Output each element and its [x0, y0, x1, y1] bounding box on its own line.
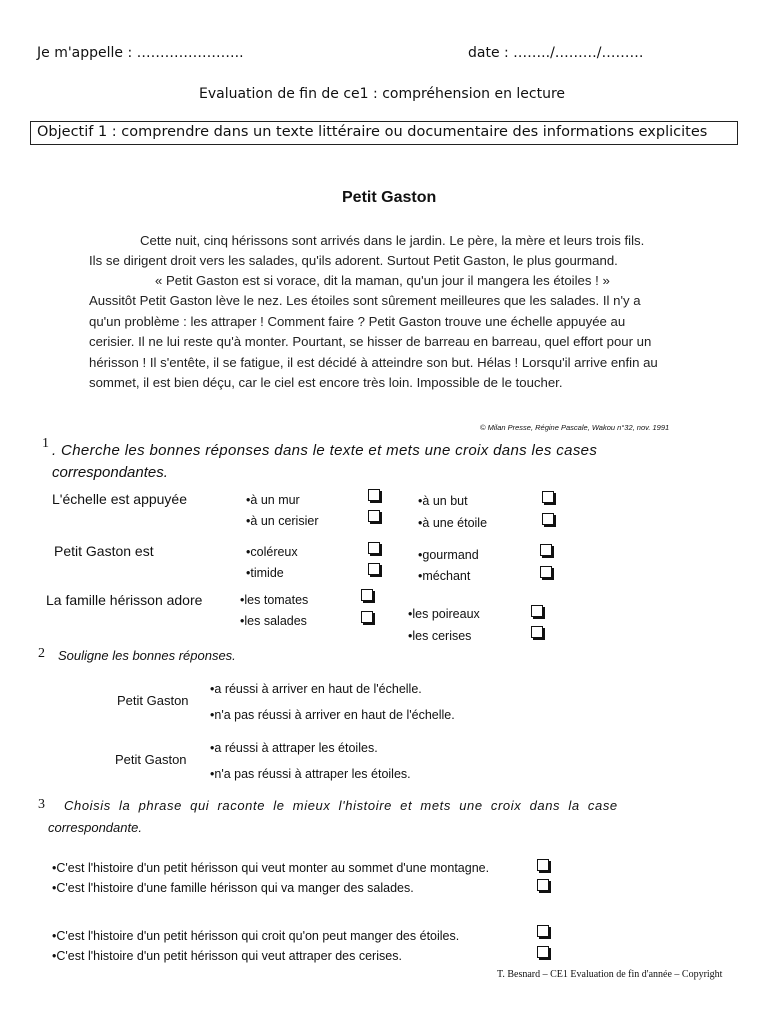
q1-option: • à un cerisier [246, 514, 318, 528]
checkbox[interactable] [368, 563, 380, 575]
q3-option: • C'est l'histoire d'une famille hérisson qui va manger des salades. [52, 881, 414, 895]
story-line: hérisson ! Il s'entête, il se fatigue, il est décidé à atteindre son but. Hélas ! Lorsqu'il arrive enfin au [89, 355, 658, 370]
question-1-number: 1 [42, 436, 49, 451]
q2-option[interactable]: • n'a pas réussi à attraper les étoiles. [210, 767, 411, 781]
checkbox[interactable] [368, 510, 380, 522]
footer-copyright: T. Besnard – CE1 Evaluation de fin d'année – Copyright [497, 969, 723, 980]
q1-option: • à une étoile [418, 516, 487, 530]
story-line: Aussitôt Petit Gaston lève le nez. Les étoiles sont sûrement meilleures que les salades. Il n'y a [89, 293, 641, 308]
q3-option: • C'est l'histoire d'un petit hérisson qui veut monter au sommet d'une montagne. [52, 861, 489, 875]
checkbox[interactable] [537, 946, 549, 958]
q3-option: • C'est l'histoire d'un petit hérisson qui croit qu'on peut manger des étoiles. [52, 929, 459, 943]
q1-option: • coléreux [246, 545, 298, 559]
question-2-text: Souligne les bonnes réponses. [58, 648, 236, 663]
objective-box [30, 121, 738, 145]
q2-option[interactable]: • n'a pas réussi à arriver en haut de l'échelle. [210, 708, 455, 722]
question-2-number: 2 [38, 646, 45, 661]
date-field-label: date : ……../………/……… [468, 45, 644, 61]
q1-option: • les poireaux [408, 607, 480, 621]
checkbox[interactable] [537, 925, 549, 937]
question-1-text-cont: correspondantes. [52, 464, 168, 481]
q1-option: • méchant [418, 569, 470, 583]
q1-option: • les tomates [240, 593, 308, 607]
q2-option[interactable]: • a réussi à arriver en haut de l'échelle. [210, 682, 422, 696]
checkbox[interactable] [531, 605, 543, 617]
checkbox[interactable] [542, 513, 554, 525]
checkbox[interactable] [537, 859, 549, 871]
question-3-text-cont: correspondante. [48, 820, 142, 835]
checkbox[interactable] [540, 544, 552, 556]
q1-option: • gourmand [418, 548, 479, 562]
story-line: « Petit Gaston est si vorace, dit la maman, qu'un jour il mangera les étoiles ! » [155, 273, 610, 288]
q1-option: • timide [246, 566, 284, 580]
q1-row-label: L'échelle est appuyée [52, 491, 187, 507]
q1-option: • à un mur [246, 493, 300, 507]
story-line: cerisier. Il ne lui reste qu'à monter. Pourtant, se hisser de barreau en barreau, quel effort pour un [89, 334, 652, 349]
checkbox[interactable] [368, 542, 380, 554]
story-line: sommet, il est bien déçu, car le ciel est encore très loin. Impossible de le toucher. [89, 375, 563, 390]
q1-option: • les salades [240, 614, 307, 628]
q1-option: • à un but [418, 494, 468, 508]
q3-option: • C'est l'histoire d'un petit hérisson qui veut attraper des cerises. [52, 949, 402, 963]
q1-option: • les cerises [408, 629, 471, 643]
page-title: Evaluation de fin de ce1 : compréhension en lecture [199, 86, 566, 102]
q2-option[interactable]: • a réussi à attraper les étoiles. [210, 741, 378, 755]
q2-subject: Petit Gaston [115, 752, 187, 767]
q1-row-label: La famille hérisson adore [46, 592, 203, 608]
q1-row-label: Petit Gaston est [54, 543, 154, 559]
story-line: Ils se dirigent droit vers les salades, qu'ils adorent. Surtout Petit Gaston, le plus gourmand. [89, 253, 618, 268]
question-3-text: Choisis la phrase qui raconte le mieux l'histoire et mets une croix dans la case [64, 798, 618, 813]
checkbox[interactable] [368, 489, 380, 501]
checkbox[interactable] [542, 491, 554, 503]
checkbox[interactable] [537, 879, 549, 891]
q2-subject: Petit Gaston [117, 693, 189, 708]
question-1-text: . Cherche les bonnes réponses dans le texte et mets une croix dans les cases [52, 442, 598, 459]
story-credit: © Milan Presse, Régine Pascale, Wakou n°32, nov. 1991 [480, 423, 670, 432]
story-line: Cette nuit, cinq hérissons sont arrivés dans le jardin. Le père, la mère et leurs trois fils. [140, 233, 645, 248]
story-line: qu'un problème : les attraper ! Comment faire ? Petit Gaston trouve une échelle appuyée au [89, 314, 626, 329]
checkbox[interactable] [361, 611, 373, 623]
story-title: Petit Gaston [342, 189, 437, 206]
name-field-label: Je m'appelle : ………………….. [37, 45, 244, 61]
checkbox[interactable] [531, 626, 543, 638]
question-3-number: 3 [38, 797, 45, 812]
objective-text: Objectif 1 : comprendre dans un texte littéraire ou documentaire des informations explicites [37, 124, 708, 140]
checkbox[interactable] [361, 589, 373, 601]
checkbox[interactable] [540, 566, 552, 578]
